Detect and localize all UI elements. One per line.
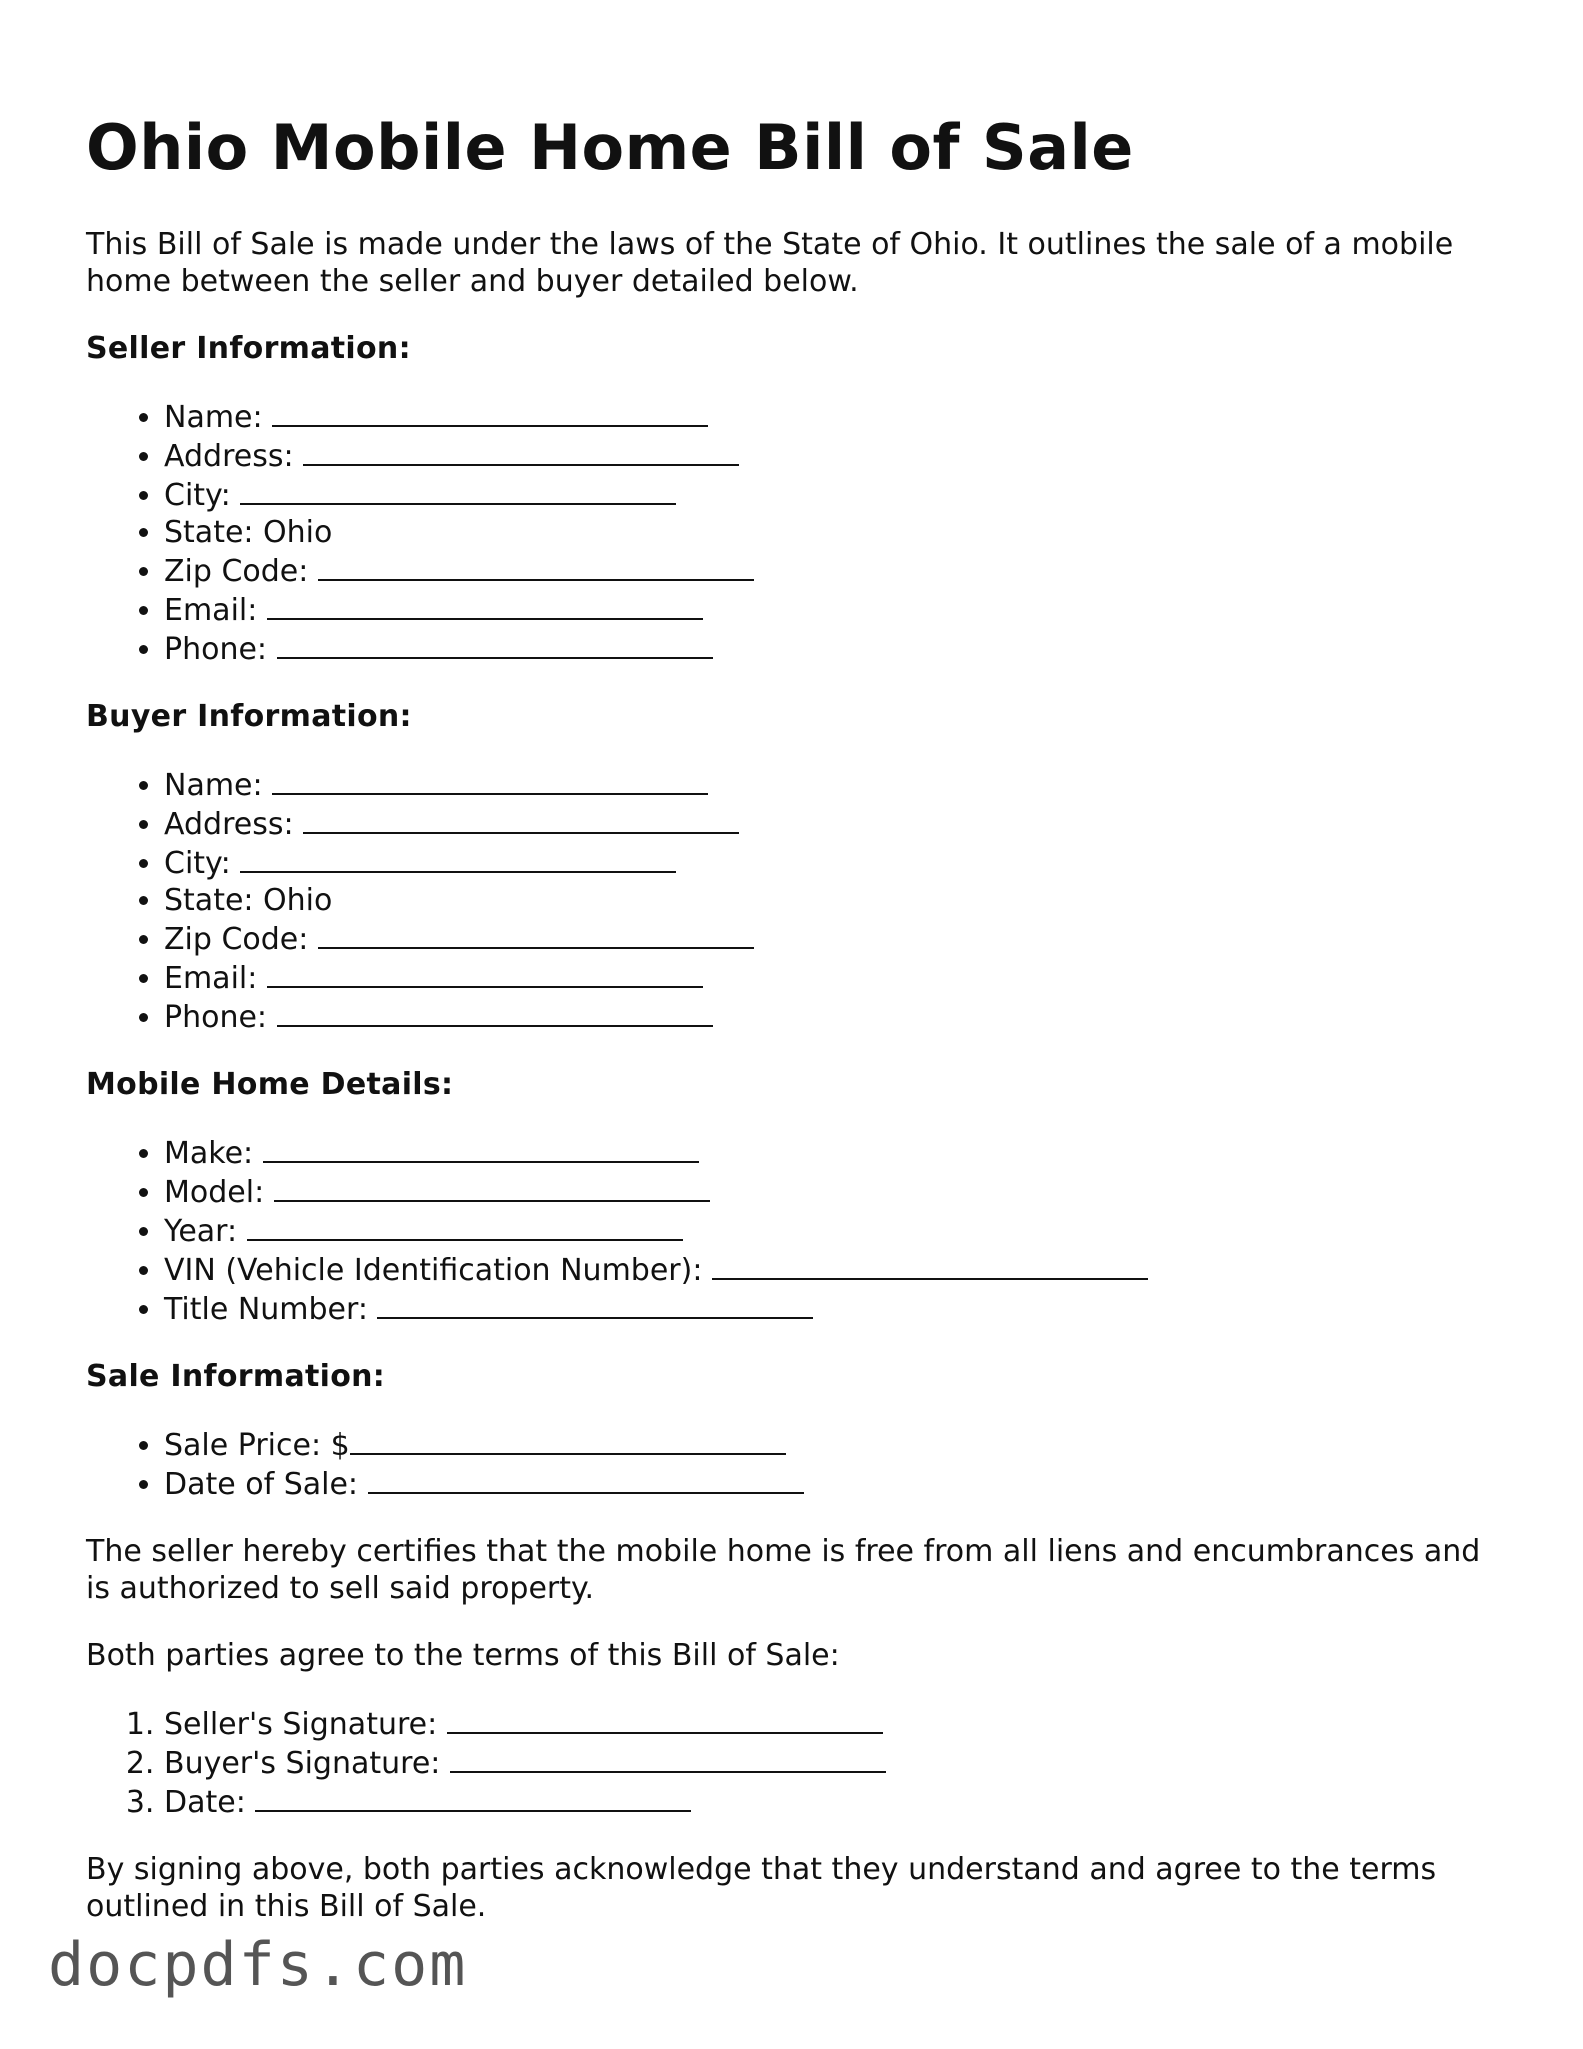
seller-phone-field[interactable] xyxy=(277,629,713,659)
buyer-address-label: Address: xyxy=(164,807,294,842)
buyer-signature-label: Buyer's Signature: xyxy=(164,1746,441,1781)
sale-price-field[interactable] xyxy=(350,1425,786,1455)
buyer-phone-field[interactable] xyxy=(277,997,713,1027)
signature-date-field[interactable] xyxy=(255,1782,691,1812)
seller-phone-label: Phone: xyxy=(164,632,268,667)
home-year-item xyxy=(164,1211,1506,1250)
seller-zip-item xyxy=(164,551,1506,590)
intro-paragraph: This Bill of Sale is made under the laws of the State of Ohio. It outlines the sale of a mobile home between the seller and buyer detailed below. xyxy=(86,227,1454,299)
seller-state-item xyxy=(164,514,1506,551)
buyer-email-item xyxy=(164,958,1506,997)
seller-city-item xyxy=(164,475,1506,514)
home-year-label: Year: xyxy=(164,1214,238,1249)
seller-email-item xyxy=(164,590,1506,629)
home-title-item xyxy=(164,1289,1506,1328)
buyer-signature-field[interactable] xyxy=(450,1743,886,1773)
home-details-heading: Mobile Home Details: xyxy=(86,1067,454,1102)
home-vin-item xyxy=(164,1250,1506,1289)
buyer-city-item xyxy=(164,843,1506,882)
sale-heading: Sale Information: xyxy=(86,1359,386,1394)
seller-fields xyxy=(86,397,1506,668)
buyer-state-label: State: Ohio xyxy=(164,883,333,918)
seller-zip-label: Zip Code: xyxy=(164,554,309,589)
home-make-field[interactable] xyxy=(263,1133,699,1163)
home-details-fields xyxy=(86,1133,1506,1328)
buyer-name-item xyxy=(164,765,1506,804)
home-vin-field[interactable] xyxy=(712,1250,1148,1280)
buyer-city-label: City: xyxy=(164,846,231,881)
seller-address-item xyxy=(164,436,1506,475)
buyer-fields xyxy=(86,765,1506,1036)
buyer-state-item xyxy=(164,882,1506,919)
home-model-field[interactable] xyxy=(274,1172,710,1202)
home-make-item xyxy=(164,1133,1506,1172)
buyer-zip-field[interactable] xyxy=(318,919,754,949)
watermark-text: docpdfs.com xyxy=(48,1930,468,2000)
seller-name-item xyxy=(164,397,1506,436)
buyer-zip-item xyxy=(164,919,1506,958)
buyer-phone-item xyxy=(164,997,1506,1036)
buyer-name-label: Name: xyxy=(164,768,263,803)
buyer-zip-label: Zip Code: xyxy=(164,922,309,957)
signature-list xyxy=(86,1704,1506,1821)
buyer-name-field[interactable] xyxy=(272,765,708,795)
seller-heading: Seller Information: xyxy=(86,331,411,366)
buyer-heading: Buyer Information: xyxy=(86,699,412,734)
buyer-email-label: Email: xyxy=(164,961,258,996)
certification-paragraph: The seller hereby certifies that the mobile home is free from all liens and encumbrances and is authorized to sell said property. xyxy=(86,1534,1481,1606)
buyer-signature-item xyxy=(164,1743,1506,1782)
seller-zip-field[interactable] xyxy=(318,551,754,581)
home-title-field[interactable] xyxy=(377,1289,813,1319)
sale-price-label: Sale Price: $ xyxy=(164,1428,350,1463)
seller-address-label: Address: xyxy=(164,439,294,474)
seller-email-field[interactable] xyxy=(267,590,703,620)
sale-date-field[interactable] xyxy=(368,1464,804,1494)
document-page xyxy=(86,108,1506,1955)
home-model-item xyxy=(164,1172,1506,1211)
buyer-address-field[interactable] xyxy=(303,804,739,834)
seller-name-field[interactable] xyxy=(272,397,708,427)
home-model-label: Model: xyxy=(164,1175,265,1210)
seller-state-label: State: Ohio xyxy=(164,515,333,550)
acknowledgement-paragraph: By signing above, both parties acknowledge that they understand and agree to the terms outlined in this Bill of Sale. xyxy=(86,1852,1437,1924)
home-make-label: Make: xyxy=(164,1136,254,1171)
home-vin-label: VIN (Vehicle Identification Number): xyxy=(164,1253,703,1288)
seller-signature-item xyxy=(164,1704,1506,1743)
sale-price-item xyxy=(164,1425,1506,1464)
seller-signature-label: Seller's Signature: xyxy=(164,1707,438,1742)
signature-date-label: Date: xyxy=(164,1785,246,1820)
signature-date-item xyxy=(164,1782,1506,1821)
sale-date-item xyxy=(164,1464,1506,1503)
buyer-phone-label: Phone: xyxy=(164,1000,268,1035)
sale-fields xyxy=(86,1425,1506,1503)
seller-email-label: Email: xyxy=(164,593,258,628)
seller-city-field[interactable] xyxy=(240,475,676,505)
seller-name-label: Name: xyxy=(164,400,263,435)
seller-address-field[interactable] xyxy=(303,436,739,466)
buyer-address-item xyxy=(164,804,1506,843)
sale-date-label: Date of Sale: xyxy=(164,1467,359,1502)
home-year-field[interactable] xyxy=(247,1211,683,1241)
seller-phone-item xyxy=(164,629,1506,668)
seller-signature-field[interactable] xyxy=(447,1704,883,1734)
buyer-city-field[interactable] xyxy=(240,843,676,873)
seller-city-label: City: xyxy=(164,478,231,513)
page-title: Ohio Mobile Home Bill of Sale xyxy=(86,111,1134,184)
buyer-email-field[interactable] xyxy=(267,958,703,988)
home-title-label: Title Number: xyxy=(164,1292,368,1327)
agreement-paragraph: Both parties agree to the terms of this Bill of Sale: xyxy=(86,1638,840,1673)
